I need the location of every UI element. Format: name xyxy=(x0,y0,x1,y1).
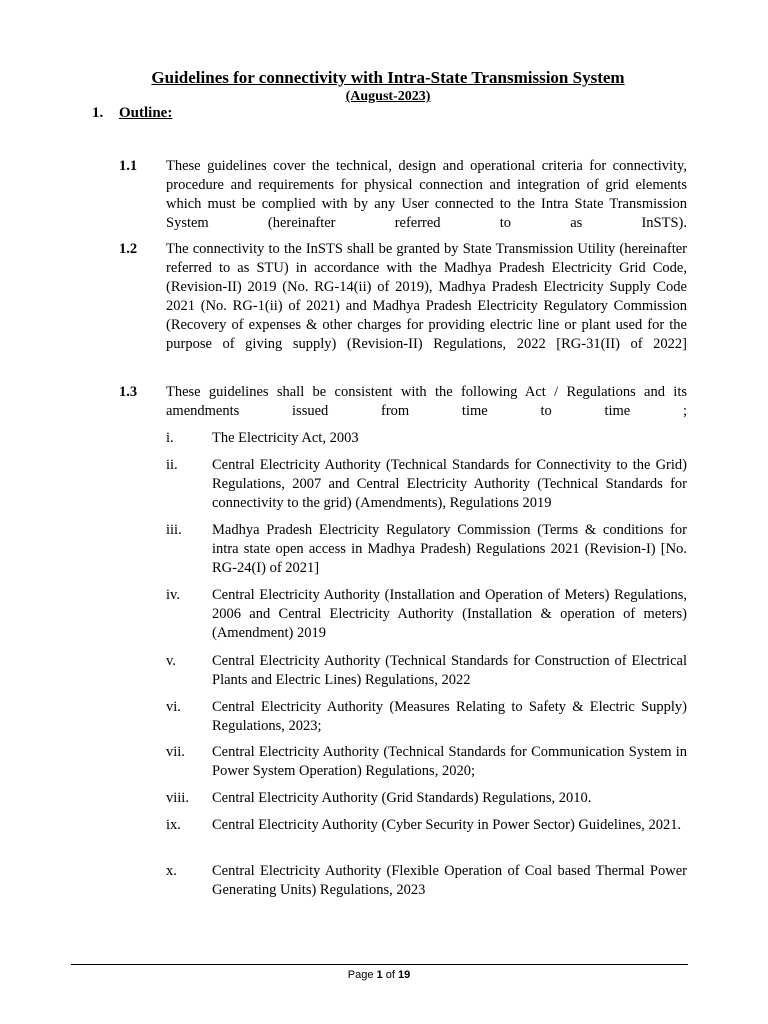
list-item-number: ix. xyxy=(166,817,181,833)
page-of: of xyxy=(382,969,398,981)
list-item-number: x. xyxy=(166,863,177,879)
paragraph-number: 1.1 xyxy=(119,158,138,174)
list-item-number: iii. xyxy=(166,522,182,538)
list-item-number: v. xyxy=(166,653,176,669)
list-item xyxy=(166,586,687,643)
list-item xyxy=(166,429,687,448)
list-item-text: Central Electricity Authority (Grid Standards) Regulations, 2010. xyxy=(212,790,592,806)
list-item xyxy=(166,789,687,808)
list-item-text: Central Electricity Authority (Measures Relating to Safety & Electric Supply) Regulations, 2023; xyxy=(212,699,687,734)
list-item-text: Central Electricity Authority (Technical Standards for Communication System in Power System Operation) Regulations, 2020; xyxy=(212,744,687,779)
list-item xyxy=(166,816,687,835)
document-title: Guidelines for connectivity with Intra-State Transmission System xyxy=(151,68,625,87)
paragraph xyxy=(119,157,687,252)
paragraph-text: These guidelines shall be consistent with the following Act / Regulations and its amendments issued from time to time ; xyxy=(166,384,687,419)
document-subtitle: (August-2023) xyxy=(345,89,431,104)
paragraph-text: The connectivity to the InSTS shall be granted by State Transmission Utility (hereinafter referred to as STU) in accordance with the Madhya Pradesh Electricity Grid Code, (Revision-II) 2019 (No. RG-14(ii) of 2019), Madhya Pradesh Electricity Supply Code 2021 (No. RG-1(ii) of 2021) and Madhya Pradesh Electricity Regulatory Commission (Recovery of expenses & other charges for providing electric line or plant used for the purpose of giving supply) (Revision-II) Regulations, 2022 [RG-31(II) of 2022] xyxy=(166,241,687,352)
section-label: Outline: xyxy=(119,105,173,121)
list-item-text: The Electricity Act, 2003 xyxy=(212,430,359,446)
list-item-text: Central Electricity Authority (Cyber Security in Power Sector) Guidelines, 2021. xyxy=(212,817,682,833)
paragraph-text: These guidelines cover the technical, design and operational criteria for connectivity, procedure and requirements for physical connection and integration of grid elements which must be complied with by any User connected to the Intra State Transmission System (hereinafter referred to as InSTS). xyxy=(166,158,687,231)
list-item-number: vi. xyxy=(166,699,181,715)
paragraph xyxy=(119,240,687,373)
footer-divider xyxy=(71,964,688,965)
list-item xyxy=(166,743,687,781)
list-item xyxy=(166,521,687,578)
list-item xyxy=(166,862,687,900)
section-number: 1. xyxy=(92,105,104,121)
paragraph-number: 1.2 xyxy=(119,241,138,257)
list-item-text: Central Electricity Authority (Technical Standards for Connectivity to the Grid) Regulations, 2007 and Central Electricity Authority (Technical Standards for connectivity to the grid) (Amendments), Regulations 2019 xyxy=(212,457,687,511)
page-total: 19 xyxy=(397,969,411,981)
list-item-number: vii. xyxy=(166,744,185,760)
list-item-text: Madhya Pradesh Electricity Regulatory Commission (Terms & conditions for intra state open access in Madhya Pradesh) Regulations 2021 (Revision-I) [No. RG-24(I) of 2021] xyxy=(212,522,687,576)
page-footer xyxy=(0,968,758,982)
list-item xyxy=(166,698,687,736)
list-item-text: Central Electricity Authority (Installation and Operation of Meters) Regulations, 2006 and Central Electricity Authority (Installation & operation of meters) (Amendment) 2019 xyxy=(212,587,687,641)
list-item xyxy=(166,456,687,513)
list-item-number: iv. xyxy=(166,587,180,603)
list-item xyxy=(166,652,687,690)
list-item-text: Central Electricity Authority (Technical Standards for Construction of Electrical Plants and Electric Lines) Regulations, 2022 xyxy=(212,653,687,688)
page-current: 1 xyxy=(376,969,383,981)
section-heading xyxy=(92,104,172,122)
list-item-number: viii. xyxy=(166,790,189,806)
paragraph-number: 1.3 xyxy=(119,384,138,400)
list-item-text: Central Electricity Authority (Flexible Operation of Coal based Thermal Power Generating Units) Regulations, 2023 xyxy=(212,863,687,898)
list-item-number: ii. xyxy=(166,457,178,473)
page-prefix: Page xyxy=(347,969,377,981)
list-item-number: i. xyxy=(166,430,174,446)
